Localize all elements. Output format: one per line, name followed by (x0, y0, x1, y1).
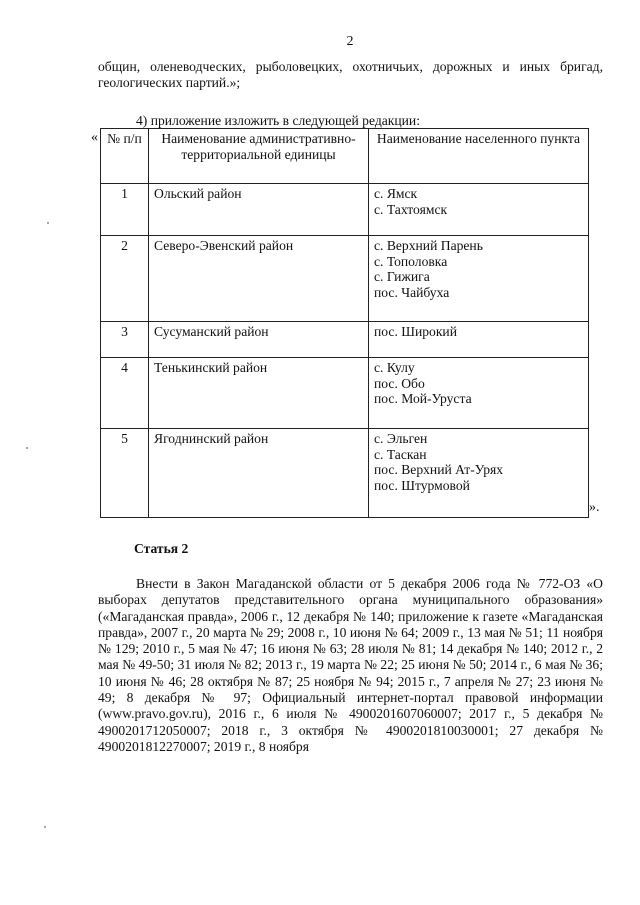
scan-mark (47, 222, 49, 224)
article-title: Статья 2 (134, 541, 189, 556)
district-name: Ягоднинский район (149, 429, 369, 518)
district-name: Северо-Эвенский район (149, 236, 369, 322)
table-row (101, 184, 589, 236)
locality-name: с. Гижига (374, 269, 430, 285)
locality-name: пос. Широкий (374, 324, 457, 339)
scan-mark (26, 447, 28, 449)
column-header-number: № п/п (101, 129, 149, 184)
column-header-locality: Наименование населенного пункта (369, 129, 589, 184)
locality-name: с. Тополовка (374, 253, 448, 269)
locality-list (369, 429, 589, 518)
district-name: Ольский район (149, 184, 369, 236)
locality-name: с. Эльген (374, 431, 428, 446)
locality-name: с. Кулу (374, 360, 415, 375)
locality-list (369, 358, 589, 429)
row-number: 2 (101, 236, 149, 322)
district-name: Тенькинский район (149, 358, 369, 429)
row-number: 3 (101, 322, 149, 358)
locality-list (369, 236, 589, 322)
row-number: 5 (101, 429, 149, 518)
table-header-row (101, 129, 589, 184)
scan-mark (44, 826, 46, 828)
settlements-table (100, 128, 589, 518)
article-body: Внести в Закон Магаданской области от 5 декабря 2006 года № 772-ОЗ «О выборах депутатов представительного органа муниципального образования» («Магаданская правда», 2006 г., 12 декабря № 140; приложение к газете «Магаданская правда», 2007 г., 20 марта № 29; 2008 г., 10 июня № 64; 2009 г., 13 мая № 51; 11 ноября № 129; 2010 г., 5 мая № 47; 16 июня № 63; 28 июля № 81; 14 декабря № 140; 2012 г., 2 мая № 49-50; 31 июля № 82; 2013 г., 19 марта № 22; 25 июня № 50; 2014 г., 6 мая № 36; 10 июня № 46; 28 октября № 87; 25 ноября № 94; 2015 г., 7 апреля № 27; 23 июня № 49; 8 декабря № 97; Официальный интернет-портал правовой информации (www.pravo.gov.ru), 2016 г., 6 июля № 4900201607060007; 2017 г., 5 декабря № 4900201712050007; 2018 г., 3 октября № 4900201810030001; 27 декабря № 4900201812270007; 2019 г., 8 ноября (98, 576, 603, 754)
opening-quote-mark: « (91, 130, 98, 145)
locality-list (369, 184, 589, 236)
locality-name: с. Таскан (374, 446, 427, 462)
intro-paragraph: общин, оленеводческих, рыболовецких, охотничьих, дорожных и иных бригад, геологических партий.»; (98, 59, 603, 90)
locality-name: пос. Чайбуха (374, 284, 450, 300)
locality-name: пос. Штурмовой (374, 477, 470, 493)
locality-name: пос. Верхний Ат-Урях (374, 462, 504, 478)
table-row (101, 322, 589, 358)
district-name: Сусуманский район (149, 322, 369, 358)
table-row (101, 358, 589, 429)
locality-name: с. Ямск (374, 186, 418, 201)
locality-list (369, 322, 589, 358)
table-row (101, 429, 589, 518)
locality-name: пос. Мой-Уруста (374, 391, 472, 407)
locality-name: с. Тахтоямск (374, 201, 448, 217)
row-number: 1 (101, 184, 149, 236)
row-number: 4 (101, 358, 149, 429)
locality-name: с. Верхний Парень (374, 238, 483, 253)
column-header-district: Наименование административно-территориальной единицы (149, 129, 369, 184)
locality-name: пос. Обо (374, 375, 425, 391)
closing-quote-mark: ». (589, 500, 600, 515)
page-number: 2 (346, 34, 354, 49)
table-row (101, 236, 589, 322)
appendix-amendment-line: 4) приложение изложить в следующей редакции: (136, 113, 420, 128)
